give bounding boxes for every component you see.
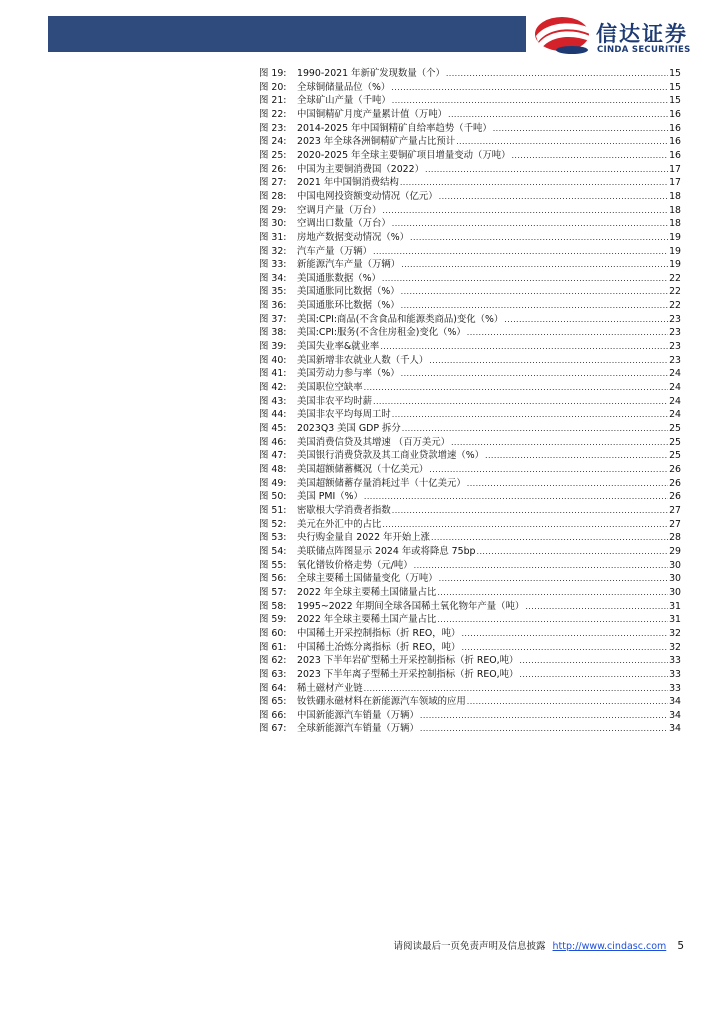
toc-page-number: 30: [669, 586, 681, 598]
toc-dot-leader: [410, 231, 668, 245]
footer-website-link[interactable]: http://www.cindasc.com: [552, 941, 667, 952]
toc-dot-leader: [392, 217, 668, 231]
toc-figure-title: 空调月产量（万台）: [297, 204, 382, 216]
toc-figure-title: 美国超额储蓄存量消耗过半（十亿美元）: [297, 477, 466, 489]
toc-page-number: 15: [669, 95, 681, 107]
toc-entry[interactable]: [259, 600, 681, 614]
toc-figure-number: 图 47:: [259, 450, 287, 462]
toc-entry[interactable]: [259, 122, 681, 136]
toc-page-number: 33: [669, 668, 681, 680]
toc-figure-title: 中国稀土开采控制指标（折 REO，吨）: [297, 627, 461, 639]
toc-dot-leader: [504, 313, 668, 327]
toc-page-number: 18: [669, 190, 681, 202]
toc-figure-title: 密歇根大学消费者指数: [297, 504, 391, 516]
toc-figure-title: 全球主要稀土国储量变化（万吨）: [297, 573, 438, 585]
toc-figure-title: 1990-2021 年新矿发现数量（个）: [297, 67, 445, 79]
toc-entry[interactable]: [259, 518, 681, 532]
cinda-logo: [532, 14, 712, 58]
toc-entry[interactable]: [259, 272, 681, 286]
toc-entry[interactable]: [259, 408, 681, 422]
toc-figure-number: 图 55:: [259, 559, 287, 571]
toc-entry[interactable]: [259, 354, 681, 368]
toc-figure-number: 图 36:: [259, 300, 287, 312]
toc-figure-title: 空调出口数量（万台）: [297, 218, 391, 230]
toc-entry[interactable]: [259, 245, 681, 259]
toc-figure-number: 图 39:: [259, 341, 287, 353]
toc-page-number: 15: [669, 81, 681, 93]
toc-dot-leader: [364, 381, 668, 395]
toc-dot-leader: [401, 299, 668, 313]
toc-dot-leader: [382, 518, 668, 532]
toc-page-number: 22: [669, 272, 681, 284]
toc-entry[interactable]: [259, 286, 681, 300]
toc-figure-title: 2023 下半年岩矿型稀土开采控制指标（折 REO,吨）: [297, 655, 519, 667]
toc-figure-number: 图 41:: [259, 368, 287, 380]
toc-figure-number: 图 27:: [259, 177, 287, 189]
toc-page-number: 18: [669, 204, 681, 216]
toc-page-number: 34: [669, 696, 681, 708]
toc-entry[interactable]: [259, 449, 681, 463]
toc-dot-leader: [400, 176, 668, 190]
toc-dot-leader: [446, 67, 668, 81]
toc-page-number: 24: [669, 395, 681, 407]
toc-entry[interactable]: [259, 545, 681, 559]
toc-figure-number: 图 50:: [259, 491, 287, 503]
toc-entry[interactable]: [259, 695, 681, 709]
toc-figure-title: 全球铜储量品位（%）: [297, 81, 391, 93]
toc-figure-number: 图 24:: [259, 136, 287, 148]
toc-figure-title: 2023Q3 美国 GDP 拆分: [297, 423, 401, 435]
toc-entry[interactable]: [259, 163, 681, 177]
toc-figure-title: 汽车产量（万辆）: [297, 245, 373, 257]
toc-figure-number: 图 67:: [259, 723, 287, 735]
figure-table-of-contents: [259, 67, 681, 736]
toc-page-number: 16: [669, 122, 681, 134]
toc-figure-number: 图 52:: [259, 518, 287, 530]
toc-entry[interactable]: [259, 231, 681, 245]
toc-figure-number: 图 48:: [259, 464, 287, 476]
toc-page-number: 19: [669, 259, 681, 271]
toc-page-number: 28: [669, 532, 681, 544]
toc-figure-number: 图 61:: [259, 641, 287, 653]
toc-figure-number: 图 54:: [259, 545, 287, 557]
toc-dot-leader: [401, 367, 668, 381]
toc-figure-number: 图 64:: [259, 682, 287, 694]
toc-entry[interactable]: [259, 326, 681, 340]
toc-figure-title: 全球矿山产量（千吨）: [297, 95, 391, 107]
toc-figure-number: 图 37:: [259, 313, 287, 325]
toc-dot-leader: [373, 245, 668, 259]
toc-page-number: 23: [669, 341, 681, 353]
toc-dot-leader: [437, 586, 668, 600]
toc-page-number: 15: [669, 67, 681, 79]
toc-figure-title: 美国职位空缺率: [297, 382, 363, 394]
toc-dot-leader: [448, 108, 668, 122]
toc-page-number: 30: [669, 573, 681, 585]
toc-figure-title: 美国失业率&就业率: [297, 341, 380, 353]
toc-figure-title: 美国:CPI:服务(不含住房租金)变化（%）: [297, 327, 466, 339]
toc-dot-leader: [511, 149, 668, 163]
toc-figure-number: 图 66:: [259, 709, 287, 721]
toc-entry[interactable]: [259, 477, 681, 491]
toc-dot-leader: [380, 340, 668, 354]
toc-figure-title: 1995~2022 年期间全球各国稀土氧化物年产量（吨）: [297, 600, 525, 612]
toc-page-number: 33: [669, 655, 681, 667]
toc-dot-leader: [431, 531, 668, 545]
toc-figure-title: 美元在外汇中的占比: [297, 518, 382, 530]
toc-page-number: 34: [669, 723, 681, 735]
toc-entry[interactable]: [259, 436, 681, 450]
toc-entry[interactable]: [259, 299, 681, 313]
toc-figure-number: 图 23:: [259, 122, 287, 134]
toc-page-number: 30: [669, 559, 681, 571]
toc-dot-leader: [467, 695, 668, 709]
toc-entry[interactable]: [259, 381, 681, 395]
toc-dot-leader: [467, 477, 668, 491]
toc-entry[interactable]: [259, 723, 681, 737]
toc-figure-title: 房地产数据变动情况（%）: [297, 231, 410, 243]
toc-dot-leader: [382, 204, 668, 218]
toc-entry[interactable]: [259, 641, 681, 655]
toc-figure-title: 美国通胀环比数据（%）: [297, 300, 400, 312]
toc-dot-leader: [425, 163, 668, 177]
toc-dot-leader: [493, 122, 668, 136]
logo-text-en: CINDA SECURITIES: [597, 45, 691, 55]
toc-figure-number: 图 59:: [259, 614, 287, 626]
footer-disclaimer: 请阅读最后一页免责声明及信息披露: [393, 941, 546, 952]
toc-figure-number: 图 60:: [259, 627, 287, 639]
toc-figure-number: 图 34:: [259, 272, 287, 284]
toc-figure-number: 图 33:: [259, 259, 287, 271]
toc-figure-number: 图 43:: [259, 395, 287, 407]
toc-figure-title: 中国为主要铜消费国（2022）: [297, 163, 424, 175]
header-bar: [48, 16, 526, 52]
toc-entry[interactable]: [259, 313, 681, 327]
toc-dot-leader: [401, 285, 668, 299]
toc-entry[interactable]: [259, 258, 681, 272]
toc-page-number: 22: [669, 286, 681, 298]
toc-dot-leader: [414, 559, 668, 573]
toc-figure-number: 图 26:: [259, 163, 287, 175]
toc-dot-leader: [364, 682, 668, 696]
toc-page-number: 27: [669, 504, 681, 516]
toc-figure-title: 中国电网投资额变动情况（亿元）: [297, 190, 438, 202]
toc-figure-number: 图 45:: [259, 423, 287, 435]
toc-entry[interactable]: [259, 204, 681, 218]
toc-entry[interactable]: [259, 67, 681, 81]
toc-figure-title: 氧化镨钕价格走势（元/吨）: [297, 559, 413, 571]
toc-page-number: 19: [669, 231, 681, 243]
toc-entry[interactable]: [259, 190, 681, 204]
toc-entry[interactable]: [259, 149, 681, 163]
toc-figure-title: 2022 年全球主要稀土国储量占比: [297, 586, 437, 598]
toc-figure-title: 美国新增非农就业人数（千人）: [297, 354, 429, 366]
toc-entry[interactable]: [259, 627, 681, 641]
toc-figure-title: 新能源汽车产量（万辆）: [297, 259, 401, 271]
toc-figure-title: 钕铁硼永磁材料在新能源汽车领域的应用: [297, 696, 466, 708]
toc-dot-leader: [485, 449, 668, 463]
toc-figure-title: 美国消费信贷及其增速 （百万美元）: [297, 436, 450, 448]
toc-page-number: 23: [669, 354, 681, 366]
toc-page-number: 17: [669, 177, 681, 189]
toc-page-number: 24: [669, 382, 681, 394]
toc-page-number: 31: [669, 600, 681, 612]
toc-entry[interactable]: [259, 340, 681, 354]
toc-entry[interactable]: [259, 490, 681, 504]
toc-dot-leader: [461, 641, 668, 655]
toc-dot-leader: [429, 354, 668, 368]
toc-dot-leader: [391, 81, 668, 95]
toc-dot-leader: [373, 395, 668, 409]
toc-figure-number: 图 44:: [259, 409, 287, 421]
toc-figure-number: 图 30:: [259, 218, 287, 230]
toc-figure-number: 图 49:: [259, 477, 287, 489]
toc-figure-number: 图 46:: [259, 436, 287, 448]
page-footer: [393, 938, 684, 952]
toc-figure-title: 2022 年全球主要稀土国产量占比: [297, 614, 437, 626]
toc-figure-title: 美国银行消费贷款及其工商业贷款增速（%）: [297, 450, 485, 462]
toc-figure-title: 2023 下半年离子型稀土开采控制指标（折 REO,吨）: [297, 668, 519, 680]
toc-dot-leader: [420, 722, 668, 736]
toc-entry[interactable]: [259, 422, 681, 436]
toc-dot-leader: [392, 504, 668, 518]
toc-figure-title: 美国非农平均时薪: [297, 395, 373, 407]
toc-entry[interactable]: [259, 709, 681, 723]
toc-page-number: 23: [669, 313, 681, 325]
toc-figure-title: 稀土磁材产业链: [297, 682, 363, 694]
toc-figure-title: 美国:CPI:商品(不含食品和能源类商品)变化（%）: [297, 313, 504, 325]
toc-page-number: 29: [669, 545, 681, 557]
toc-page-number: 25: [669, 423, 681, 435]
toc-entry[interactable]: [259, 613, 681, 627]
toc-page-number: 26: [669, 477, 681, 489]
toc-entry[interactable]: [259, 395, 681, 409]
toc-figure-number: 图 29:: [259, 204, 287, 216]
toc-figure-number: 图 22:: [259, 108, 287, 120]
toc-figure-number: 图 65:: [259, 696, 287, 708]
toc-page-number: 18: [669, 218, 681, 230]
toc-figure-number: 图 42:: [259, 382, 287, 394]
toc-entry[interactable]: [259, 559, 681, 573]
toc-figure-title: 美国超额储蓄概况（十亿美元）: [297, 464, 429, 476]
toc-entry[interactable]: [259, 463, 681, 477]
toc-entry[interactable]: [259, 586, 681, 600]
toc-figure-number: 图 53:: [259, 532, 287, 544]
toc-figure-number: 图 63:: [259, 668, 287, 680]
toc-entry[interactable]: [259, 108, 681, 122]
toc-entry[interactable]: [259, 367, 681, 381]
toc-dot-leader: [439, 190, 668, 204]
toc-figure-number: 图 38:: [259, 327, 287, 339]
toc-page-number: 24: [669, 368, 681, 380]
footer-page-number: 5: [677, 940, 684, 952]
toc-dot-leader: [392, 94, 668, 108]
toc-entry[interactable]: [259, 654, 681, 668]
toc-dot-leader: [477, 545, 668, 559]
toc-page-number: 22: [669, 300, 681, 312]
toc-dot-leader: [382, 272, 668, 286]
toc-dot-leader: [401, 258, 668, 272]
toc-figure-number: 图 31:: [259, 231, 287, 243]
toc-figure-title: 中国铜精矿月度产量累计值（万吨）: [297, 108, 448, 120]
toc-page-number: 34: [669, 709, 681, 721]
toc-page-number: 25: [669, 450, 681, 462]
logo-text-cn: 信达证券: [596, 22, 688, 46]
toc-dot-leader: [429, 463, 668, 477]
toc-page-number: 19: [669, 245, 681, 257]
toc-figure-number: 图 51:: [259, 504, 287, 516]
toc-page-number: 33: [669, 682, 681, 694]
toc-page-number: 17: [669, 163, 681, 175]
toc-figure-number: 图 58:: [259, 600, 287, 612]
toc-entry[interactable]: [259, 572, 681, 586]
toc-entry[interactable]: [259, 81, 681, 95]
toc-figure-number: 图 21:: [259, 95, 287, 107]
toc-dot-leader: [461, 627, 668, 641]
toc-dot-leader: [519, 654, 668, 668]
toc-entry[interactable]: [259, 217, 681, 231]
toc-entry[interactable]: [259, 668, 681, 682]
toc-page-number: 16: [669, 108, 681, 120]
toc-dot-leader: [519, 668, 668, 682]
toc-figure-title: 2021 年中国铜消费结构: [297, 177, 399, 189]
toc-page-number: 16: [669, 136, 681, 148]
toc-figure-title: 美国 PMI（%）: [297, 491, 363, 503]
toc-entry[interactable]: [259, 682, 681, 696]
toc-dot-leader: [439, 572, 668, 586]
toc-figure-number: 图 28:: [259, 190, 287, 202]
toc-figure-number: 图 25:: [259, 149, 287, 161]
toc-figure-number: 图 35:: [259, 286, 287, 298]
toc-figure-title: 全球新能源汽车销量（万辆）: [297, 723, 419, 735]
toc-page-number: 25: [669, 436, 681, 448]
toc-page-number: 26: [669, 491, 681, 503]
toc-figure-title: 中国稀土冶炼分离指标（折 REO，吨）: [297, 641, 461, 653]
toc-figure-title: 美联储点阵图显示 2024 年或将降息 75bp: [297, 545, 476, 557]
toc-figure-title: 2014-2025 年中国铜精矿自给率趋势（千吨）: [297, 122, 492, 134]
toc-entry[interactable]: [259, 94, 681, 108]
toc-figure-title: 美国通胀数据（%）: [297, 272, 381, 284]
toc-figure-title: 美国通胀同比数据（%）: [297, 286, 400, 298]
toc-figure-title: 美国非农平均每周工时: [297, 409, 391, 421]
toc-page-number: 31: [669, 614, 681, 626]
toc-page-number: 32: [669, 641, 681, 653]
toc-page-number: 27: [669, 518, 681, 530]
toc-dot-leader: [364, 490, 668, 504]
toc-figure-title: 2020-2025 年全球主要铜矿项目增量变动（万吨）: [297, 149, 511, 161]
toc-figure-title: 中国新能源汽车销量（万辆）: [297, 709, 419, 721]
toc-dot-leader: [525, 600, 668, 614]
toc-page-number: 23: [669, 327, 681, 339]
toc-dot-leader: [467, 326, 668, 340]
toc-dot-leader: [451, 436, 668, 450]
toc-page-number: 24: [669, 409, 681, 421]
toc-entry[interactable]: [259, 531, 681, 545]
toc-entry[interactable]: [259, 176, 681, 190]
toc-figure-title: 央行购金量自 2022 年开始上涨: [297, 532, 430, 544]
toc-figure-number: 图 40:: [259, 354, 287, 366]
toc-dot-leader: [437, 613, 668, 627]
toc-entry[interactable]: [259, 504, 681, 518]
toc-entry[interactable]: [259, 135, 681, 149]
toc-page-number: 16: [669, 149, 681, 161]
toc-figure-number: 图 20:: [259, 81, 287, 93]
toc-dot-leader: [456, 135, 668, 149]
toc-figure-title: 2023 年全球各洲铜精矿产量占比预计: [297, 136, 456, 148]
toc-dot-leader: [420, 709, 668, 723]
toc-figure-number: 图 19:: [259, 67, 287, 79]
toc-figure-number: 图 56:: [259, 573, 287, 585]
toc-figure-number: 图 32:: [259, 245, 287, 257]
toc-figure-title: 美国劳动力参与率（%）: [297, 368, 400, 380]
toc-dot-leader: [402, 422, 668, 436]
toc-page-number: 26: [669, 464, 681, 476]
toc-figure-number: 图 57:: [259, 586, 287, 598]
toc-page-number: 32: [669, 627, 681, 639]
toc-dot-leader: [392, 408, 668, 422]
toc-figure-number: 图 62:: [259, 655, 287, 667]
cinda-logo-icon: [532, 14, 592, 58]
